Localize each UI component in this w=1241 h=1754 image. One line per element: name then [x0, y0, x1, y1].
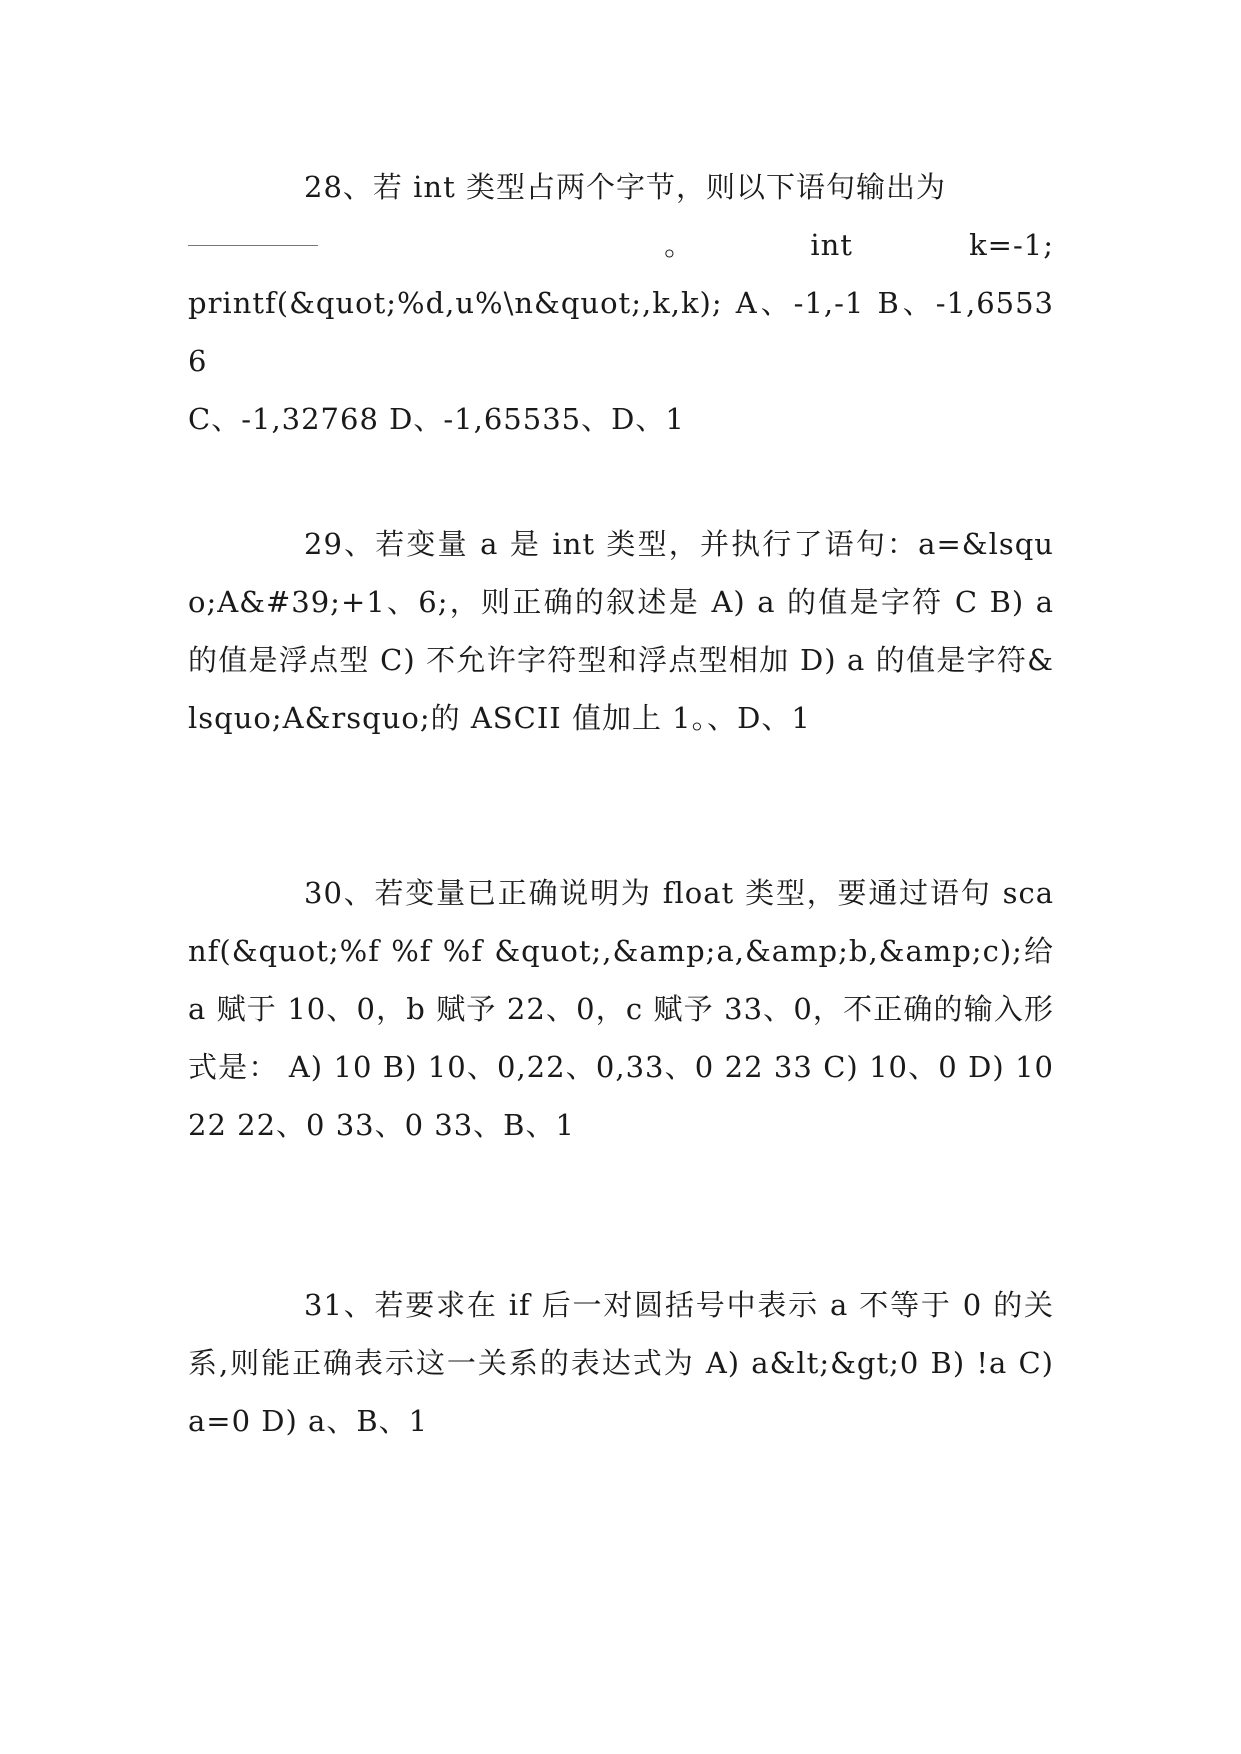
question-30 [188, 864, 1054, 1154]
question-29 [188, 515, 1054, 747]
question-28 [188, 158, 1054, 448]
question-28-period: 。 [664, 228, 695, 262]
question-31 [188, 1276, 1054, 1450]
question-28-line3: printf(&quot;%d,u%\n&quot;,k,k); A、-1,-1 B、-1,65536 [188, 286, 1054, 378]
answer-blank [188, 244, 318, 246]
question-31-text: 31、若要求在 if 后一对圆括号中表示 a 不等于 0 的关系,则能正确表示这一关系的表达式为 A) a&lt;&gt;0 B) !a C) a=0 D) a、B、1 [188, 1288, 1054, 1438]
question-28-code-k: k=-1; [969, 228, 1054, 262]
question-28-line4: C、-1,32768 D、-1,65535、D、1 [188, 402, 685, 436]
question-29-text: 29、若变量 a 是 int 类型，并执行了语句：a=&lsquo;A&#39;+1、6;，则正确的叙述是 A) a 的值是字符 C B) a 的值是浮点型 C) 不允许字符型和浮点型相加 D) a 的值是字符&lsquo;A&rsquo;的 ASCII 值加上 1。、D、1 [188, 527, 1054, 735]
question-28-line1: 28、若 int 类型占两个字节，则以下语句输出为 [304, 170, 946, 204]
question-28-code-int: int [810, 228, 853, 262]
question-30-text: 30、若变量已正确说明为 float 类型，要通过语句 scanf(&quot;%f %f %f &quot;,&amp;a,&amp;b,&amp;c);给 a 赋于 10、0，b 赋予 22、0，c 赋予 33、0，不正确的输入形式是： A) 10 B) 10、0,22、0,33、0 22 33 C) 10、0 D) 10 22 22、0 33、0 33、B、1 [188, 876, 1054, 1142]
question-28-line2 [188, 216, 1054, 274]
